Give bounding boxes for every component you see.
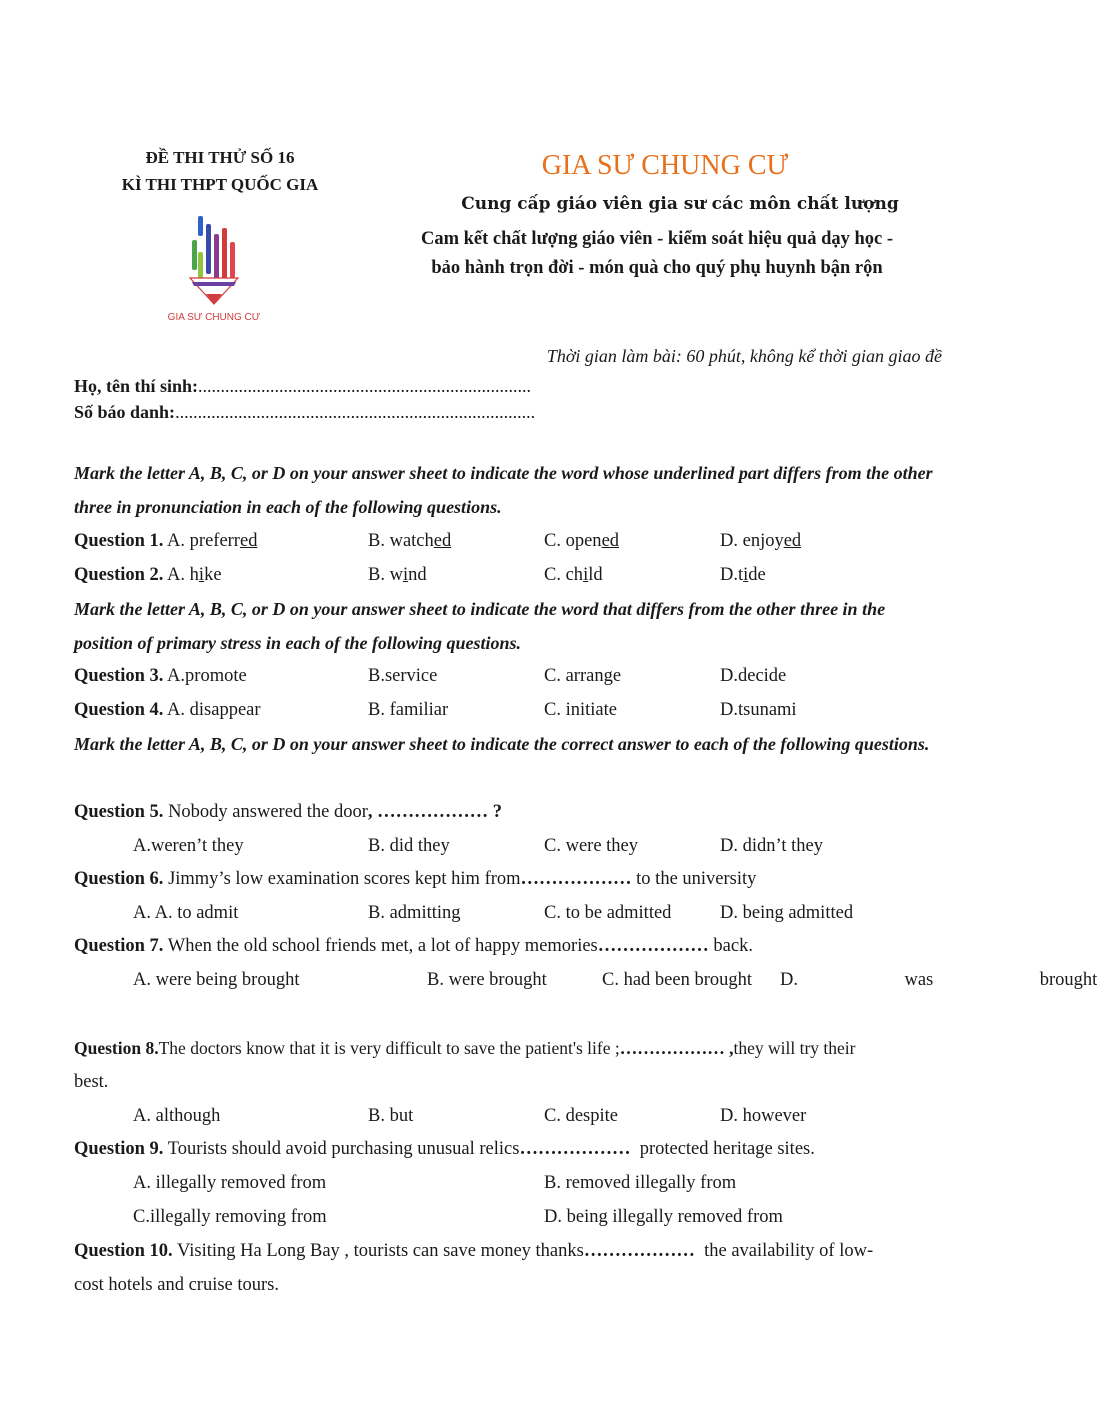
option-c[interactable]: C. had been brought xyxy=(602,970,753,990)
option-a[interactable]: A. although xyxy=(133,1106,221,1126)
option-a[interactable]: A. were being brought xyxy=(133,970,300,990)
question-6-options xyxy=(74,896,944,930)
exam-number: ĐỀ THI THỬ SỐ 16 xyxy=(145,148,295,167)
option-d[interactable]: D. being admitted xyxy=(720,903,854,923)
option-c[interactable]: C. opened xyxy=(544,531,620,551)
instruction-stress: Mark the letter A, B, C, or D on your answer sheet to indicate the word that differs from the other three in the position of primary stress in each of the following questions. xyxy=(74,599,886,653)
question-label: Question 6. xyxy=(74,869,164,889)
candidate-number-dots: ................................................................................ xyxy=(175,402,536,422)
question-5-options xyxy=(74,829,944,863)
question-9-options-row1 xyxy=(74,1166,944,1200)
svg-text:GIA SƯ CHUNG CƯ: GIA SƯ CHUNG CƯ xyxy=(167,312,261,323)
option-b[interactable]: B. did they xyxy=(368,836,450,856)
question-text: When the old school friends met, a lot of happy memories xyxy=(167,936,598,956)
option-c[interactable]: C. initiate xyxy=(544,700,617,720)
question-text: Nobody answered the door xyxy=(168,802,368,822)
question-text-end: they will try their xyxy=(733,1038,856,1058)
time-note: Thời gian làm bài: 60 phút, không kể thời gian giao đề xyxy=(546,346,942,366)
question-10 xyxy=(74,1234,944,1268)
tagline-line: Cam kết chất lượng giáo viên - kiểm soát hiệu quả dạy học - xyxy=(420,229,894,249)
question-label: Question 1. xyxy=(74,531,164,551)
option-a[interactable]: A. preferred xyxy=(167,531,258,551)
option-c[interactable]: C. to be admitted xyxy=(544,903,672,923)
brand-title: GIA SƯ CHUNG CƯ xyxy=(541,150,789,181)
question-text: Tourists should avoid purchasing unusual relics xyxy=(167,1139,520,1159)
question-2 xyxy=(74,558,944,592)
option-d[interactable]: D.decide xyxy=(720,666,787,686)
question-text: Jimmy’s low examination scores kept him from xyxy=(168,869,521,889)
question-9-options-row2 xyxy=(74,1200,944,1234)
question-label: Question 3. xyxy=(74,666,164,686)
option-a[interactable]: A. hike xyxy=(167,565,222,585)
answer-blank: ……………… xyxy=(519,1139,631,1159)
exam-header xyxy=(90,144,350,198)
option-d[interactable]: D. however xyxy=(720,1106,807,1126)
question-4 xyxy=(74,693,944,727)
option-d[interactable]: D. didn’t they xyxy=(720,836,823,856)
answer-blank: ……………… xyxy=(583,1241,695,1261)
option-c[interactable]: C. were they xyxy=(544,836,639,856)
instruction-correct-answer: Mark the letter A, B, C, or D on your answer sheet to indicate the correct answer to each of the following questions. xyxy=(74,734,930,754)
question-text-end: to the university xyxy=(631,869,757,889)
question-9 xyxy=(74,1132,944,1166)
option-b[interactable]: B.service xyxy=(368,666,438,686)
tagline-line: bảo hành trọn đời - món quà cho quý phụ huynh bận rộn xyxy=(431,258,883,278)
question-8-line2: best. xyxy=(74,1072,109,1092)
question-7-options xyxy=(74,963,1097,997)
option-a[interactable]: A.promote xyxy=(167,666,247,686)
pencil-logo-icon xyxy=(167,212,261,327)
answer-blank: ……………… xyxy=(520,869,632,889)
question-label: Question 7. xyxy=(74,936,164,956)
question-6 xyxy=(74,862,944,896)
question-10-line2: cost hotels and cruise tours. xyxy=(74,1275,279,1295)
exam-name: KÌ THI THPT QUỐC GIA xyxy=(121,175,319,194)
option-a[interactable]: A. A. to admit xyxy=(133,903,239,923)
option-c[interactable]: C. despite xyxy=(544,1106,618,1126)
instruction-pronunciation: Mark the letter A, B, C, or D on your answer sheet to indicate the word whose underlined part differs from the other three in pronunciation in each of the following questions. xyxy=(74,463,933,517)
option-a[interactable]: A.weren’t they xyxy=(133,836,244,856)
answer-blank: ……………… xyxy=(597,936,709,956)
logo xyxy=(167,212,261,327)
option-c[interactable]: C. arrange xyxy=(544,666,622,686)
tagline-primary: Cung cấp giáo viên gia sư các môn chất lượng xyxy=(461,194,899,214)
option-d[interactable]: D. was brought xyxy=(780,970,1097,990)
tagline-secondary xyxy=(372,225,942,283)
option-d[interactable]: D.tide xyxy=(720,565,766,585)
question-text-end: back. xyxy=(708,936,753,956)
question-3 xyxy=(74,659,944,693)
answer-blank: ……………… , xyxy=(619,1038,734,1058)
option-b[interactable]: B. admitting xyxy=(368,903,461,923)
question-8-options xyxy=(74,1099,944,1133)
question-label: Question 8. xyxy=(74,1038,159,1058)
question-label: Question 4. xyxy=(74,700,164,720)
option-d[interactable]: D. being illegally removed from xyxy=(544,1207,783,1227)
option-a[interactable]: A. disappear xyxy=(167,700,261,720)
question-label: Question 9. xyxy=(74,1139,164,1159)
option-d[interactable]: D. enjoyed xyxy=(720,531,802,551)
candidate-number-label: Số báo danh: xyxy=(74,402,176,422)
candidate-number-field[interactable] xyxy=(74,402,535,423)
question-text-end: the availability of low- xyxy=(694,1241,874,1261)
option-c[interactable]: C. child xyxy=(544,565,603,585)
option-b[interactable]: B. but xyxy=(368,1106,414,1126)
question-text: Visiting Ha Long Bay , tourists can save money thanks xyxy=(176,1241,584,1261)
question-label: Question 2. xyxy=(74,565,164,585)
question-7 xyxy=(74,929,944,963)
question-label: Question 5. xyxy=(74,802,164,822)
option-b[interactable]: B. familiar xyxy=(368,700,449,720)
answer-blank: , ……………… ? xyxy=(367,802,503,822)
question-text-end: protected heritage sites. xyxy=(630,1139,815,1159)
option-c[interactable]: C.illegally removing from xyxy=(133,1207,327,1227)
name-label: Họ, tên thí sinh: xyxy=(74,376,199,396)
option-b[interactable]: B. wind xyxy=(368,565,427,585)
option-b[interactable]: B. were brought xyxy=(427,970,547,990)
name-dots: .......................................................................... xyxy=(198,376,532,396)
question-text: The doctors know that it is very difficult to save the patient's life ; xyxy=(158,1038,620,1058)
option-a[interactable]: A. illegally removed from xyxy=(133,1173,327,1193)
option-b[interactable]: B. removed illegally from xyxy=(544,1173,737,1193)
option-d[interactable]: D.tsunami xyxy=(720,700,797,720)
question-5 xyxy=(74,795,944,829)
question-label: Question 10. xyxy=(74,1241,173,1261)
option-b[interactable]: B. watched xyxy=(368,531,452,551)
question-8 xyxy=(74,1031,944,1065)
name-field[interactable] xyxy=(74,376,531,397)
question-1 xyxy=(74,524,944,558)
